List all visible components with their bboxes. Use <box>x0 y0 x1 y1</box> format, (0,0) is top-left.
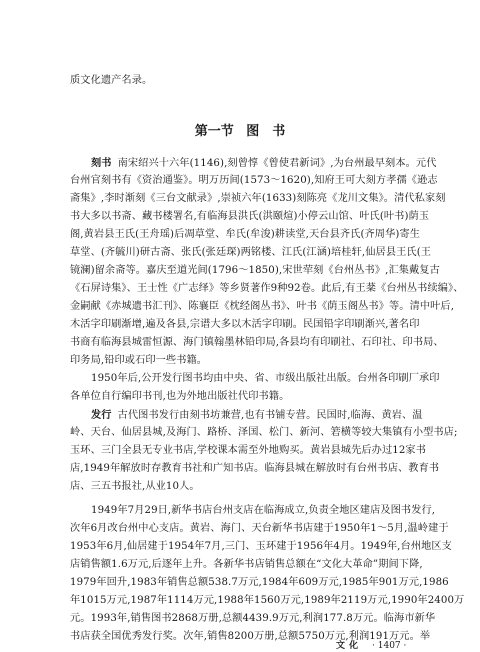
page-number: · 1407 · <box>372 641 407 651</box>
paragraph-line: 店销售额1.6万元,后逐年上升。各新华书店销售总额在“文化大革命”期间下降, <box>70 559 423 570</box>
paragraph-1950-first: 1950年后,公开发行图书均由中央、省、市级出版社出版。台州各印刷厂承印 <box>91 373 440 384</box>
paragraph-line: 金嗣献《赤城遗书汇刊》、陈襄臣《枕经阁丛书》、叶书《荫玉阁丛书》等。清中叶后, <box>70 301 455 312</box>
paragraph-line: 店、三五书报社,从业10人。 <box>70 481 200 492</box>
paragraph-line: 年1015万元,1987年1114万元,1988年1560万元,1989年2119万元,1990年2400万 <box>70 595 465 606</box>
paragraph-line: 草堂、(齐毓川)研古斋、张氏(张廷琛)两铭楼、江氏(江涵)培桂轩,仙居县王氏(王 <box>70 247 432 258</box>
paragraph-line: 店,1949年解放时存教育书社和广知书店。临海县城在解放时有台州书店、教育书 <box>70 463 440 474</box>
paragraph-line: 木活字印刷渐增,遍及各县,宗谱大多以木活字印刷。民国铅字印刷渐兴,著名印 <box>70 319 420 330</box>
paragraph-line: 台州官刻书有《资治通鉴》。明万历间(1573～1620),知府王可大刻方孝孺《逊志 <box>70 175 438 186</box>
paragraph-line: 玉环、三门全县无专业书店,学校课本需至外地购买。黄岩县城先后办过12家书 <box>70 445 426 456</box>
paragraph-line: 各单位自行编印书刊,也为外地出版社代印书籍。 <box>70 391 290 402</box>
page-footer <box>336 640 436 652</box>
paragraph-faxing-first: 发行 古代图书发行由刻书坊兼营,也有书铺专营。民国时,临海、黄岩、温 <box>91 409 423 421</box>
paragraph-line: 阁,黄岩县王氏(王舟瑶)后凋草堂、牟氏(牟浚)耕读堂,天台县齐氏(齐周华)寄生 <box>70 229 421 240</box>
keyword-faxing: 发行 <box>91 409 112 421</box>
paragraph-line: 1979年回升,1983年销售总额538.7万元,1984年609万元,1985年901万元,1986 <box>70 577 449 588</box>
paragraph-line: 镜澜)留余斋等。嘉庆至道光间(1796～1850),宋世荦刻《台州丛书》,汇集戴复古 <box>70 265 440 276</box>
paragraph-line: 书店获全国优秀发行奖。次年,销售8200万册,总额5750万元,利润191万元。举 <box>70 631 431 642</box>
paragraph-line: 次年6月改台州中心支店。黄岩、海门、天台新华书店建于1950年1～5月,温岭建于 <box>70 523 449 534</box>
paragraph-line: 1953年6月,仙居建于1954年7月,三门、玉环建于1956年4月。1949年,台州地区支 <box>70 541 452 552</box>
paragraph-line: 书商有临海县城雷恒源、海门镇翰墨林铅印局,各县均有印刷社、石印社、印书局、 <box>70 337 444 348</box>
section-heading <box>0 120 480 139</box>
footer-title: 文化 <box>336 641 363 651</box>
paragraph-1949-first: 1949年7月29日,新华书店台州支店在临海成立,负责全地区建店及图书发行, <box>91 505 436 516</box>
paragraph-line: 元。1993年,销售图书2868万册,总额4439.9万元,利润177.8万元。临海市新华 <box>70 613 436 624</box>
paragraph-line: 斋集》,李时渐刻《三台文献录》,崇祯六年(1633)刻陈亮《龙川文集》。清代私家刻 <box>70 193 446 204</box>
keyword-keshu: 刻书 <box>91 157 112 169</box>
paragraph-line: 岭、天台、仙居县城,及海门、路桥、泽国、松门、新河、箬横等较大集镇有小型书店; <box>70 427 458 438</box>
paragraph-line: 印务局,铅印或石印一些书籍。 <box>70 355 208 366</box>
section-number: 第一节 <box>194 124 234 139</box>
paragraph-keshu-first: 刻书 南宋绍兴十六年(1146),刻曾惇《曾使君新词》,为台州最早刻本。元代 <box>91 157 437 169</box>
section-title: 图 书 <box>246 124 286 139</box>
paragraph-line: 《石屏诗集》、王士性《广志绎》等乡贤著作9种92卷。此后,有王棻《台州丛书续编》、 <box>70 283 464 294</box>
intro-line: 质文化遗产名录。 <box>70 75 153 86</box>
paragraph-line: 书大多以书斋、藏书楼署名,有临海县洪氏(洪颐煊)小停云山馆、叶氏(叶书)荫玉 <box>70 211 430 222</box>
